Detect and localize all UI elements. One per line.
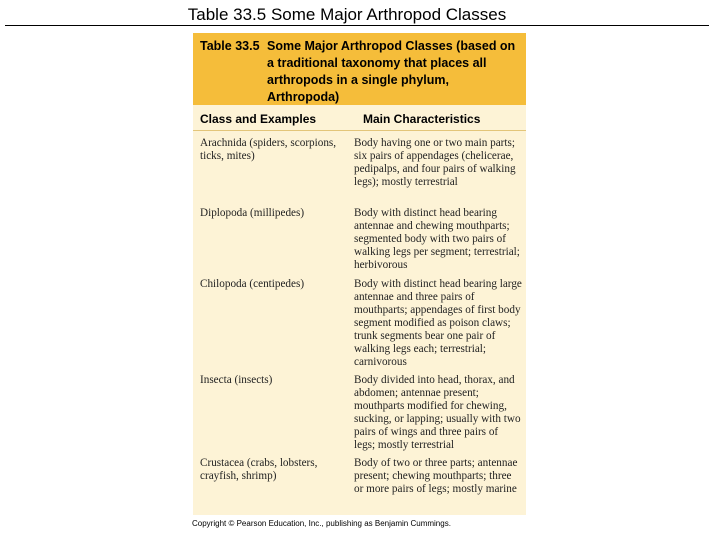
table-number: Table 33.5 [200, 39, 260, 53]
copyright-notice: Copyright © Pearson Education, Inc., publishing as Benjamin Cummings. [192, 519, 451, 528]
characteristics-cell: Body of two or three parts; antennae present; chewing mouthparts; three or more pairs of legs; mostly marine [354, 457, 518, 495]
slide-title: Table 33.5 Some Major Arthropod Classes [187, 5, 507, 24]
title-underline [5, 25, 709, 26]
table-header-band [193, 33, 526, 105]
class-cell: Arachnida (spiders, scorpions, ticks, mites) [200, 137, 337, 162]
characteristics-cell: Body with distinct head bearing antennae and chewing mouthparts; segmented body with two pairs of walking legs per segment; terrestrial; herbivorous [354, 207, 520, 271]
characteristics-cell: Body having one or two main parts; six pairs of appendages (chelicerae, pedipalps, and four pairs of walking legs); mostly terrestrial [354, 137, 516, 188]
column-header-characteristics: Main Characteristics [363, 112, 481, 126]
class-cell: Chilopoda (centipedes) [200, 278, 305, 290]
characteristics-cell: Body with distinct head bearing large antennae and three pairs of mouthparts; appendages of first body segment modified as poison claws; trunk segments bear one pair of walking legs each; terrestrial; carnivorous [354, 278, 522, 368]
table-title: Some Major Arthropod Classes (based on a traditional taxonomy that places all arthropods in a single phylum, Arthropoda) [267, 39, 516, 104]
class-cell: Diplopoda (millipedes) [200, 207, 305, 219]
class-cell: Insecta (insects) [200, 374, 273, 386]
column-header-class: Class and Examples [200, 112, 317, 126]
header-divider [193, 130, 526, 131]
table-card [193, 33, 526, 515]
class-cell: Crustacea (crabs, lobsters, crayfish, shrimp) [200, 457, 318, 482]
characteristics-cell: Body divided into head, thorax, and abdomen; antennae present; mouthparts modified for chewing, sucking, or lapping; usually with two pairs of wings and three pairs of legs; mostly terrestrial [354, 374, 521, 451]
